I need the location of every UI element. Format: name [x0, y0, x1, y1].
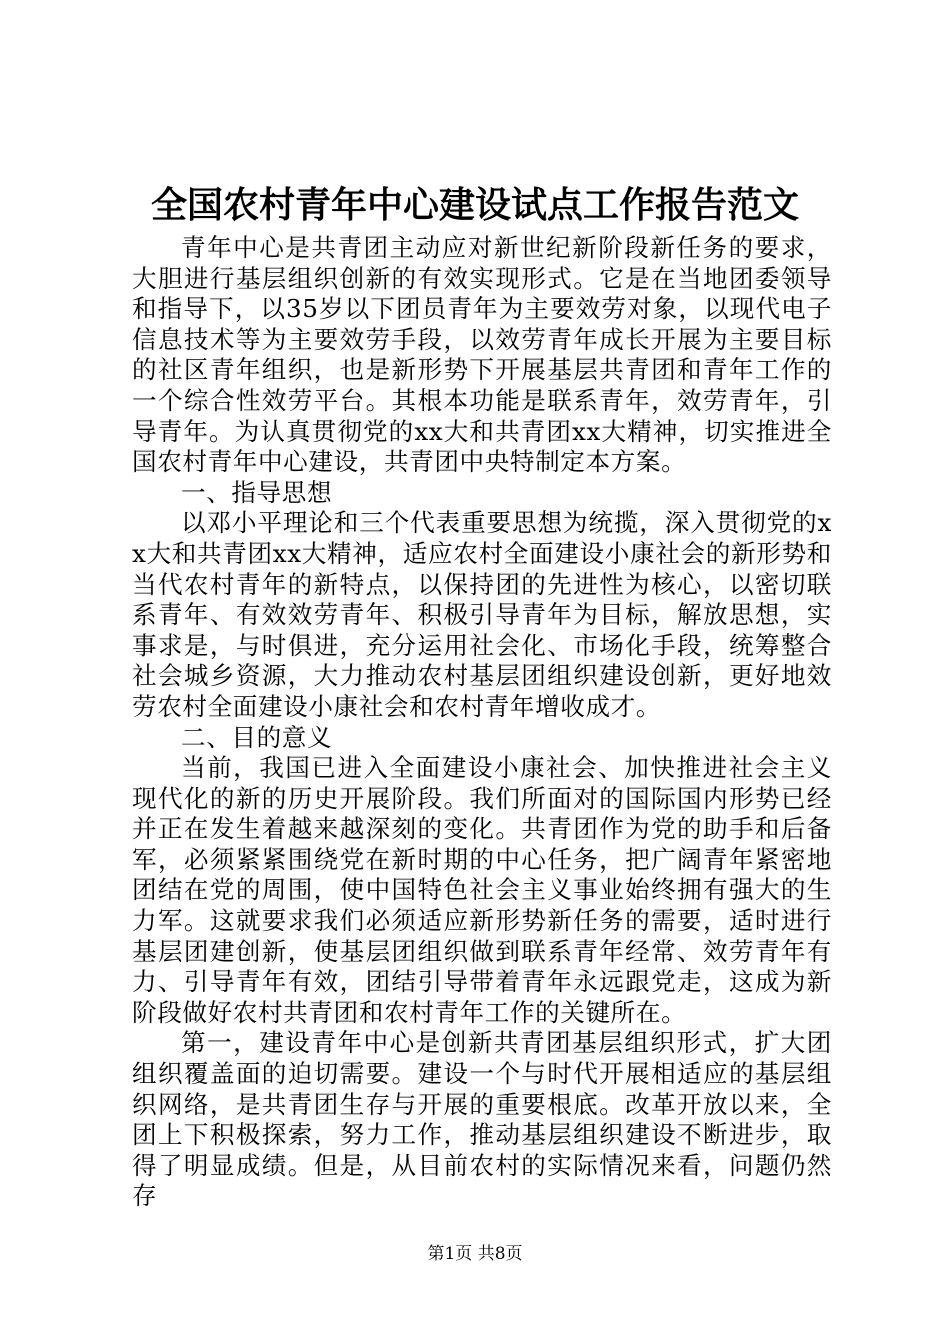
guiding-ideology-paragraph: 以邓小平理论和三个代表重要思想为统揽，深入贯彻党的xx大和共青团xx大精神，适应农村全面建设小康社会的新形势和当代农村青年的新特点，以保持团的先进性为核心，以密切联系青年、有效效劳青年、积极引导青年为目标，解放思想，实事求是，与时俱进，充分运用社会化、市场化手段，统筹整合社会城乡资源，大力推动农村基层团组织建设创新，更好地效劳农村全面建设小康社会和农村青年增收成才。: [132, 508, 832, 721]
first-point-paragraph: 第一，建设青年中心是创新共青团基层组织形式，扩大团组织覆盖面的迫切需要。建设一个与时代开展相适应的基层组织网络，是共青团生存与开展的重要根底。改革开放以来，全团上下积极探索，努力工作，推动基层组织建设不断进步，取得了明显成绩。但是，从目前农村的实际情况来看，问题仍然存: [132, 1028, 832, 1211]
section-heading-guiding-ideology: 一、指导思想: [181, 477, 333, 507]
document-body: [132, 233, 832, 1212]
page-footer: 第1页 共8页: [427, 1244, 523, 1264]
section-heading-purpose: 二、目的意义: [181, 722, 333, 752]
intro-paragraph: 青年中心是共青团主动应对新世纪新阶段新任务的要求，大胆进行基层组织创新的有效实现形式。它是在当地团委领导和指导下，以35岁以下团员青年为主要效劳对象，以现代电子信息技术等为主要效劳手段，以效劳青年成长开展为主要目标的社区青年组织，也是新形势下开展基层共青团和青年工作的一个综合性效劳平台。其根本功能是联系青年，效劳青年，引导青年。为认真贯彻党的xx大和共青团xx大精神，切实推进全国农村青年中心建设，共青团中央特制定本方案。: [132, 233, 832, 477]
purpose-paragraph: 当前，我国已进入全面建设小康社会、加快推进社会主义现代化的新的历史开展阶段。我们所面对的国际国内形势已经并正在发生着越来越深刻的变化。共青团作为党的助手和后备军，必须紧紧围绕党在新时期的中心任务，把广阔青年紧密地团结在党的周围，使中国特色社会主义事业始终拥有强大的生力军。这就要求我们必须适应新形势新任务的需要，适时进行基层团建创新，使基层团组织做到联系青年经常、效劳青年有力、引导青年有效，团结引导带着青年永远跟党走，这成为新阶段做好农村共青团和农村青年工作的关键所在。: [132, 753, 832, 1027]
document-title: 全国农村青年中心建设试点工作报告范文: [150, 185, 799, 226]
